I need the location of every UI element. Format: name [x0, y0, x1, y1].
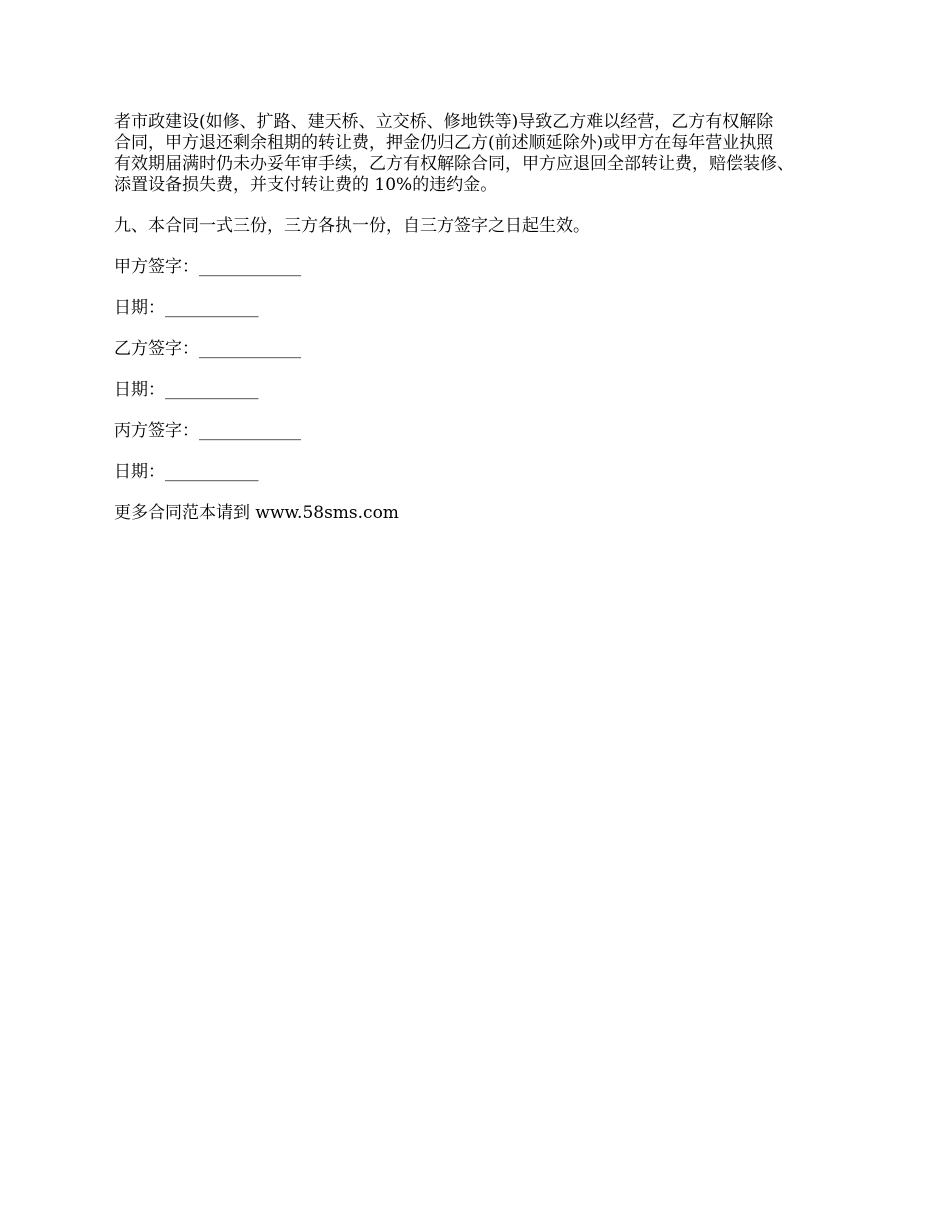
- clause-nine: 九、本合同一式三份，三方各执一份，自三方签字之日起生效。: [114, 216, 590, 236]
- party-b-signature-line: 乙方签字：____________: [114, 339, 301, 359]
- paragraph-line: 合同，甲方退还剩余租期的转让费，押金仍归乙方(前述顺延除外)或甲方在每年营业执照: [114, 133, 774, 153]
- party-a-signature-line: 甲方签字：____________: [114, 257, 301, 277]
- party-c-signature-line: 丙方签字：____________: [114, 421, 301, 441]
- document-body: [114, 112, 874, 524]
- party-a-date-line: 日期：___________: [114, 298, 259, 318]
- party-b-date-line: 日期：___________: [114, 380, 259, 400]
- paragraph-continuation: [114, 112, 874, 196]
- paragraph-line: 者市政建设(如修、扩路、建天桥、立交桥、修地铁等)导致乙方难以经营，乙方有权解除: [114, 112, 774, 132]
- footer-note: 更多合同范本请到 www.58sms.com: [114, 503, 399, 523]
- paragraph-line: 有效期届满时仍未办妥年审手续，乙方有权解除合同，甲方应退回全部转让费，赔偿装修、: [114, 154, 794, 174]
- paragraph-line: 添置设备损失费，并支付转让费的 10%的违约金。: [114, 175, 498, 195]
- party-c-date-line: 日期：___________: [114, 462, 259, 482]
